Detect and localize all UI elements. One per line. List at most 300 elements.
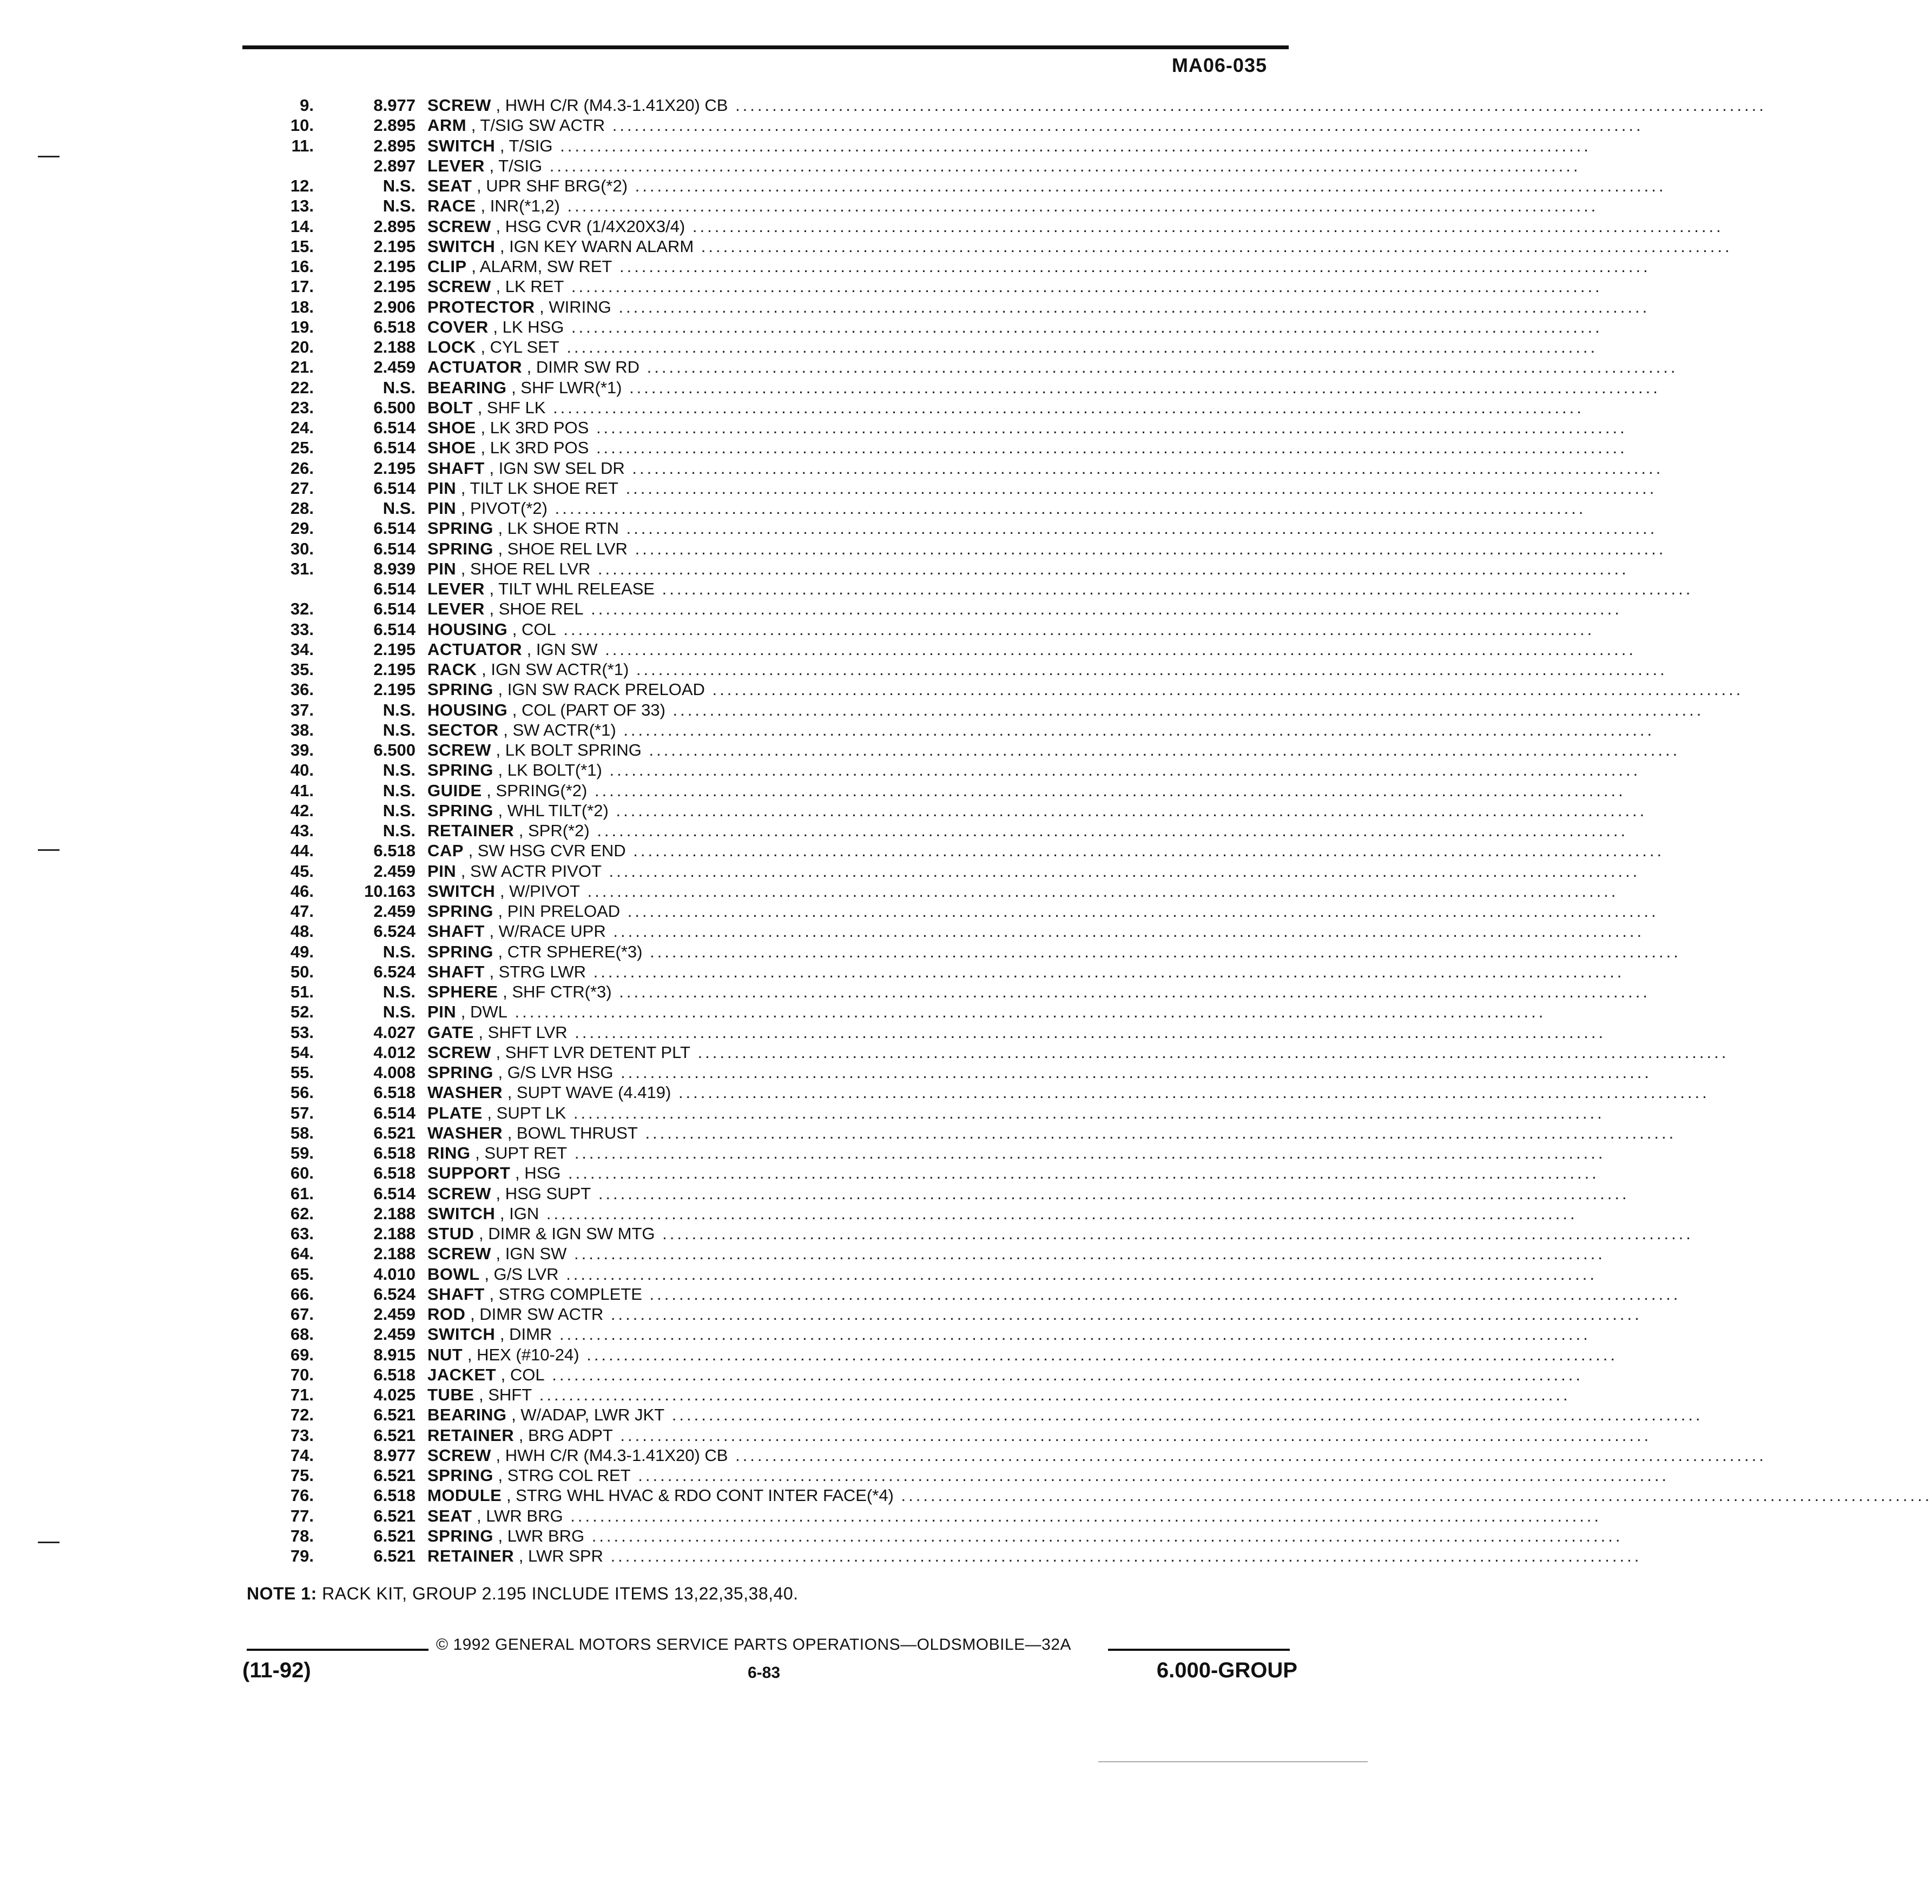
group-number: 2.459 <box>373 861 416 881</box>
part-description: SWITCH , IGN KEY WARN ALARM ............................................................................................................................................ <box>427 236 1732 256</box>
parts-row <box>0 438 1627 458</box>
dot-leader: ............................................................................................................................................ <box>694 236 1732 256</box>
binder-mark <box>38 156 60 157</box>
dot-leader: ............................................................................................................................................ <box>618 519 1658 538</box>
part-name: HOUSING <box>427 619 508 639</box>
parts-row <box>0 720 1655 740</box>
parts-row <box>0 1365 1584 1385</box>
item-number: 27. <box>290 478 314 498</box>
part-description: RETAINER , SPR(*2) ............................................................................................................................................ <box>427 821 1628 840</box>
parts-row <box>0 659 1667 679</box>
item-number: 78. <box>290 1526 314 1545</box>
group-number: 6.518 <box>373 1143 416 1162</box>
part-description: SPRING , CTR SPHERE(*3) ............................................................................................................................................ <box>427 942 1681 961</box>
dot-leader: ............................................................................................................................................ <box>603 1546 1642 1565</box>
group-number: 6.500 <box>373 398 416 417</box>
part-detail: SW ACTR PIVOT <box>470 861 602 881</box>
group-number: 4.008 <box>373 1063 416 1082</box>
parts-row <box>0 297 1650 317</box>
part-name: SEAT <box>427 1506 472 1525</box>
part-detail: HWH C/R (M4.3-1.41X20) CB <box>505 1445 728 1465</box>
item-number: 79. <box>290 1546 314 1565</box>
dot-leader: ............................................................................................................................................ <box>611 982 1651 1001</box>
part-name: PIN <box>427 478 457 498</box>
group-number: 6.518 <box>373 1163 416 1183</box>
parts-row <box>0 1385 1571 1405</box>
parts-row <box>0 1062 1652 1082</box>
part-description: ROD , DIMR SW ACTR ............................................................................................................................................ <box>427 1305 1642 1324</box>
dot-leader: ............................................................................................................................................ <box>664 1405 1703 1425</box>
item-number: 70. <box>290 1365 314 1384</box>
parts-row <box>0 1304 1642 1324</box>
parts-row <box>0 418 1627 438</box>
group-number: 4.025 <box>373 1385 416 1404</box>
part-description: PIN , SHOE REL LVR ............................................................................................................................................ <box>427 559 1629 578</box>
item-number: 56. <box>290 1083 314 1102</box>
part-name: ACTUATOR <box>427 358 523 377</box>
dot-leader: ............................................................................................................................................ <box>612 1425 1652 1445</box>
parts-row <box>0 95 1766 115</box>
dot-leader: ............................................................................................................................................ <box>625 841 1665 861</box>
group-number: 2.195 <box>373 277 416 296</box>
part-detail: PIN PRELOAD <box>507 902 621 921</box>
part-name: PIN <box>427 861 457 881</box>
part-name: LOCK <box>427 338 476 356</box>
part-name: RETAINER <box>427 1546 515 1565</box>
part-description: RACK , IGN SW ACTR(*1) ............................................................................................................................................ <box>427 660 1667 679</box>
part-detail: WHL TILT(*2) <box>507 801 609 820</box>
dot-leader: ............................................................................................................................................ <box>612 257 1651 276</box>
parts-row <box>0 942 1681 962</box>
part-name: SHOE <box>427 418 476 437</box>
item-number: 51. <box>290 982 314 1001</box>
part-description: SPRING , LWR BRG ............................................................................................................................................ <box>427 1526 1623 1545</box>
part-description: RACE , INR(*1,2) ............................................................................................................................................ <box>427 196 1599 216</box>
binder-mark <box>38 849 60 851</box>
item-number: 23. <box>290 398 314 417</box>
group-number: 6.514 <box>373 478 416 498</box>
parts-row <box>0 478 1657 498</box>
part-name: WASHER <box>427 1123 503 1142</box>
part-description: ARM , T/SIG SW ACTR ............................................................................................................................................ <box>427 116 1644 135</box>
dot-leader: ............................................................................................................................................ <box>597 639 1636 659</box>
item-number: 35. <box>290 660 314 679</box>
dot-leader: ............................................................................................................................................ <box>704 680 1744 699</box>
parts-row <box>0 781 1626 801</box>
footer-rule-right <box>1108 1649 1290 1651</box>
item-number: 48. <box>290 922 314 941</box>
part-detail: LK 3RD POS <box>490 418 589 437</box>
parts-row <box>0 679 1744 699</box>
parts-row <box>0 1324 1591 1344</box>
dot-leader: ............................................................................................................................................ <box>629 660 1667 679</box>
part-name: SHAFT <box>427 458 485 478</box>
part-description: PLATE , SUPT LK ............................................................................................................................................ <box>427 1103 1605 1122</box>
part-detail: SHOE REL LVR <box>507 539 628 558</box>
part-detail: TILT LK SHOE RET <box>470 478 618 498</box>
parts-row <box>0 276 1603 296</box>
parts-row <box>0 216 1724 236</box>
dot-leader: ............................................................................................................................................ <box>590 559 1629 578</box>
part-name: NUT <box>427 1345 463 1364</box>
parts-row <box>0 861 1640 881</box>
item-number: 69. <box>290 1345 314 1364</box>
parts-row <box>0 619 1595 639</box>
part-name: SPRING <box>427 1466 493 1485</box>
part-detail: IGN SW <box>505 1244 567 1264</box>
part-detail: SHFT <box>488 1385 532 1404</box>
item-number: 10. <box>290 116 314 135</box>
part-description: PIN , PIVOT(*2) ............................................................................................................................................ <box>427 499 1586 518</box>
group-number: 4.010 <box>373 1264 416 1284</box>
group-number: N.S. <box>383 982 416 1001</box>
dot-leader: ............................................................................................................................................ <box>654 579 1693 598</box>
group-number: N.S. <box>383 499 416 518</box>
part-name: CLIP <box>427 257 467 276</box>
dot-leader: ............................................................................................................................................ <box>613 1063 1652 1082</box>
item-number: 32. <box>290 599 314 619</box>
part-name: SCREW <box>427 1445 491 1465</box>
dot-leader: ............................................................................................................................................ <box>585 962 1625 981</box>
part-description: SPRING , SHOE REL LVR ............................................................................................................................................ <box>427 539 1666 558</box>
parts-row <box>0 1546 1642 1566</box>
part-detail: SHF LK <box>486 398 546 417</box>
parts-row <box>0 1244 1605 1264</box>
group-number: 6.514 <box>373 619 416 639</box>
dot-leader: ............................................................................................................................................ <box>589 418 1627 437</box>
parts-row <box>0 357 1678 377</box>
part-name: WASHER <box>427 1083 503 1102</box>
part-name: ACTUATOR <box>427 639 523 659</box>
part-description: PIN , SW ACTR PIVOT ............................................................................................................................................ <box>427 861 1640 881</box>
part-description: SEAT , UPR SHF BRG(*2) ............................................................................................................................................ <box>427 176 1666 195</box>
parts-row <box>0 700 1704 720</box>
parts-row <box>0 1465 1670 1485</box>
dot-leader: ............................................................................................................................................ <box>564 317 1603 336</box>
part-name: MODULE <box>427 1486 502 1505</box>
part-description: SPHERE , SHF CTR(*3) ............................................................................................................................................ <box>427 982 1651 1001</box>
parts-row <box>0 156 1581 176</box>
parts-row <box>0 760 1641 780</box>
item-number: 62. <box>290 1204 314 1223</box>
dot-leader: ............................................................................................................................................ <box>539 1204 1578 1223</box>
part-name: SWITCH <box>427 881 496 901</box>
item-number: 36. <box>290 680 314 699</box>
part-description: SWITCH , IGN ............................................................................................................................................ <box>427 1204 1578 1223</box>
part-detail: HSG SUPT <box>505 1184 591 1203</box>
dot-leader: ............................................................................................................................................ <box>627 539 1666 558</box>
group-number: N.S. <box>383 781 416 800</box>
group-number: N.S. <box>383 1002 416 1022</box>
part-name: GUIDE <box>427 781 482 800</box>
part-description: STUD , DIMR & IGN SW MTG ............................................................................................................................................ <box>427 1224 1693 1243</box>
group-number: 8.977 <box>373 96 416 115</box>
parts-row <box>0 176 1666 196</box>
group-number: 2.188 <box>373 1244 416 1264</box>
part-name: LEVER <box>427 156 485 175</box>
group-number: 2.195 <box>373 257 416 276</box>
part-name: STUD <box>427 1224 474 1243</box>
dot-leader: ............................................................................................................................................ <box>552 136 1591 155</box>
group-number: 6.521 <box>373 1405 416 1425</box>
part-name: RETAINER <box>427 821 515 840</box>
part-detail: ALARM, SW RET <box>479 257 612 276</box>
note <box>247 1584 799 1604</box>
part-detail: PIVOT(*2) <box>470 499 548 518</box>
group-number: 2.895 <box>373 116 416 135</box>
group-number: 8.915 <box>373 1345 416 1364</box>
part-detail: TILT WHL RELEASE <box>498 579 655 598</box>
dot-leader: ............................................................................................................................................ <box>566 1244 1605 1264</box>
group-number: 2.188 <box>373 1224 416 1243</box>
part-description: RING , SUPT RET ............................................................................................................................................ <box>427 1143 1606 1162</box>
parts-row <box>0 740 1680 760</box>
parts-row <box>0 881 1619 901</box>
group-number: 6.521 <box>373 1506 416 1525</box>
group-number: 6.514 <box>373 539 416 558</box>
part-name: RACE <box>427 196 476 216</box>
item-number: 76. <box>290 1486 314 1505</box>
part-name: SHOE <box>427 438 476 458</box>
part-description: SHAFT , IGN SW SEL DR ............................................................................................................................................ <box>427 458 1664 478</box>
copyright: © 1992 GENERAL MOTORS SERVICE PARTS OPERATIONS—OLDSMOBILE—32A <box>436 1636 1072 1654</box>
part-detail: SHOE REL <box>498 599 584 619</box>
parts-row <box>0 599 1622 619</box>
part-detail: COL (PART OF 33) <box>522 700 665 719</box>
part-detail: W/RACE UPR <box>498 922 606 941</box>
part-description: NUT , HEX (#10-24) ............................................................................................................................................ <box>427 1345 1618 1364</box>
group-number: 2.459 <box>373 1325 416 1344</box>
group-number: N.S. <box>383 761 416 780</box>
part-detail: HSG CVR (1/4X20X3/4) <box>505 216 685 236</box>
parts-row <box>0 458 1664 478</box>
dot-leader: ............................................................................................................................................ <box>620 902 1659 921</box>
parts-row <box>0 982 1651 1002</box>
dot-leader: ............................................................................................................................................ <box>548 499 1586 518</box>
part-description: SCREW , HWH C/R (M4.3-1.41X20) CB ............................................................................................................................................ <box>427 1445 1766 1465</box>
dot-leader: ............................................................................................................................................ <box>544 1365 1584 1384</box>
parts-row <box>0 1123 1677 1143</box>
part-detail: T/SIG <box>498 156 543 175</box>
group-number: 2.459 <box>373 358 416 377</box>
dot-leader: ............................................................................................................................................ <box>622 378 1660 397</box>
part-detail: DWL <box>470 1002 507 1022</box>
parts-row <box>0 1506 1602 1526</box>
group-code: 6.000-GROUP <box>1156 1658 1297 1682</box>
dot-leader: ............................................................................................................................................ <box>579 1345 1618 1364</box>
parts-row <box>0 518 1658 538</box>
item-number: 28. <box>290 499 314 518</box>
parts-row <box>0 1224 1693 1244</box>
page-code: MA06-035 <box>1171 54 1267 76</box>
part-description: GATE , SHFT LVR ............................................................................................................................................ <box>427 1022 1606 1042</box>
group-number: N.S. <box>383 801 416 820</box>
parts-row <box>0 337 1598 357</box>
item-number: 60. <box>290 1163 314 1183</box>
part-description: LEVER , T/SIG ............................................................................................................................................ <box>427 156 1581 175</box>
item-number: 12. <box>290 176 314 195</box>
dot-leader: ............................................................................................................................................ <box>545 398 1584 417</box>
parts-row <box>0 639 1636 659</box>
part-name: SPRING <box>427 539 493 558</box>
part-detail: G/S LVR HSG <box>507 1063 614 1082</box>
dot-leader: ............................................................................................................................................ <box>639 358 1678 377</box>
part-detail: STRG COL RET <box>507 1466 631 1485</box>
part-name: SCREW <box>427 1244 491 1264</box>
part-description: SPRING , WHL TILT(*2) ............................................................................................................................................ <box>427 801 1647 820</box>
part-name: SPRING <box>427 1063 493 1082</box>
part-detail: IGN SW ACTR(*1) <box>491 660 629 679</box>
part-detail: T/SIG SW ACTR <box>480 116 605 135</box>
part-name: BOLT <box>427 398 473 417</box>
part-detail: WIRING <box>549 297 611 316</box>
parts-row <box>0 1103 1605 1123</box>
part-name: SHAFT <box>427 962 485 981</box>
parts-row <box>0 317 1603 337</box>
item-number: 47. <box>290 902 314 921</box>
item-number: 19. <box>290 317 314 336</box>
part-name: SWITCH <box>427 136 496 155</box>
item-number: 66. <box>290 1284 314 1304</box>
dot-leader: ............................................................................................................................................ <box>567 1022 1606 1042</box>
group-number: 8.977 <box>373 1445 416 1465</box>
item-number: 11. <box>291 136 314 155</box>
group-number: N.S. <box>383 176 416 195</box>
parts-row <box>0 1204 1578 1224</box>
parts-row <box>0 1042 1729 1062</box>
group-number: 4.012 <box>373 1042 416 1062</box>
dot-leader: ............................................................................................................................................ <box>685 216 1724 236</box>
part-description: SCREW , LK BOLT SPRING ............................................................................................................................................ <box>427 741 1680 759</box>
group-number: 6.514 <box>373 418 416 437</box>
part-name: SECTOR <box>427 720 499 739</box>
part-name: SCREW <box>427 741 491 759</box>
part-description: BOWL , G/S LVR ............................................................................................................................................ <box>427 1264 1597 1284</box>
dot-leader: ............................................................................................................................................ <box>642 942 1681 961</box>
part-detail: SW ACTR(*1) <box>512 720 616 739</box>
part-description: SPRING , G/S LVR HSG ............................................................................................................................................ <box>427 1063 1652 1082</box>
part-detail: LK BOLT(*1) <box>507 761 602 780</box>
part-name: PLATE <box>427 1103 483 1122</box>
part-detail: DIMR SW RD <box>536 358 640 377</box>
part-description: SPRING , LK SHOE RTN ............................................................................................................................................ <box>427 519 1658 538</box>
part-description: SHOE , LK 3RD POS ............................................................................................................................................ <box>427 418 1627 437</box>
group-number: N.S. <box>383 821 416 840</box>
item-number: 43. <box>290 821 314 840</box>
part-detail: W/ADAP, LWR JKT <box>520 1405 665 1425</box>
part-name: LEVER <box>427 579 485 598</box>
part-description: BOLT , SHF LK ............................................................................................................................................ <box>427 398 1584 417</box>
item-number: 46. <box>290 881 314 901</box>
item-number: 63. <box>290 1224 314 1243</box>
group-number: 6.514 <box>373 438 416 458</box>
parts-row <box>0 821 1628 841</box>
part-detail: HWH C/R (M4.3-1.41X20) CB <box>505 96 728 115</box>
item-number: 64. <box>290 1244 314 1264</box>
item-number: 9. <box>300 96 314 115</box>
parts-row <box>0 962 1625 982</box>
part-name: SPRING <box>427 680 493 699</box>
dot-leader: ............................................................................................................................................ <box>893 1486 1932 1505</box>
part-detail: LK 3RD POS <box>490 438 589 458</box>
part-detail: CTR SPHERE(*3) <box>507 942 643 961</box>
part-detail: STRG COMPLETE <box>498 1284 642 1304</box>
part-description: HOUSING , COL ............................................................................................................................................ <box>427 619 1595 639</box>
item-number: 41. <box>290 781 314 800</box>
group-number: 2.906 <box>373 297 416 316</box>
group-number: 6.514 <box>373 519 416 538</box>
part-detail: G/S LVR <box>493 1264 559 1284</box>
part-name: LEVER <box>427 599 485 619</box>
group-number: N.S. <box>383 700 416 719</box>
item-number: 16. <box>290 257 314 276</box>
item-number: 37. <box>290 700 314 719</box>
part-detail: SHF LWR(*1) <box>520 378 622 397</box>
group-number: 6.518 <box>373 1083 416 1102</box>
part-description: PIN , DWL ............................................................................................................................................ <box>427 1002 1546 1022</box>
parts-row <box>0 1425 1652 1445</box>
item-number: 26. <box>290 458 314 478</box>
part-description: SECTOR , SW ACTR(*1) ............................................................................................................................................ <box>427 720 1655 739</box>
parts-row <box>0 1082 1710 1102</box>
group-number: 8.939 <box>373 559 416 578</box>
item-number: 71. <box>290 1385 314 1404</box>
item-number: 74. <box>290 1445 314 1465</box>
group-number: 2.895 <box>373 136 416 155</box>
part-detail: BOWL THRUST <box>516 1123 638 1142</box>
dot-leader: ............................................................................................................................................ <box>642 1284 1681 1304</box>
part-detail: T/SIG <box>509 136 553 155</box>
dot-leader: ............................................................................................................................................ <box>556 619 1595 639</box>
item-number: 24. <box>290 418 314 437</box>
item-number: 50. <box>290 962 314 981</box>
parts-row <box>0 398 1584 418</box>
part-name: BOWL <box>427 1264 480 1284</box>
part-description: GUIDE , SPRING(*2) ............................................................................................................................................ <box>427 781 1626 800</box>
part-description: COVER , LK HSG ............................................................................................................................................ <box>427 317 1603 336</box>
part-detail: STRG LWR <box>498 962 586 981</box>
part-name: PIN <box>427 1002 457 1022</box>
dot-leader: ............................................................................................................................................ <box>567 1143 1606 1162</box>
part-name: GATE <box>427 1022 474 1042</box>
group-number: N.S. <box>383 720 416 739</box>
part-description: SPRING , STRG COL RET ............................................................................................................................................ <box>427 1466 1670 1485</box>
dot-leader: ............................................................................................................................................ <box>603 1305 1642 1324</box>
group-number: 6.521 <box>373 1466 416 1485</box>
part-name: SWITCH <box>427 1204 496 1223</box>
part-description: TUBE , SHFT ............................................................................................................................................ <box>427 1385 1571 1404</box>
item-number: 54. <box>290 1042 314 1062</box>
item-number: 30. <box>290 539 314 558</box>
item-number: 39. <box>290 741 314 759</box>
part-detail: CYL SET <box>490 338 559 356</box>
part-name: PIN <box>427 559 457 578</box>
part-name: SPRING <box>427 519 493 538</box>
part-detail: HEX (#10-24) <box>477 1345 579 1364</box>
item-number: 38. <box>290 720 314 739</box>
part-description: ACTUATOR , DIMR SW RD ............................................................................................................................................ <box>427 358 1678 377</box>
part-name: PIN <box>427 499 457 518</box>
group-number: 6.524 <box>373 1284 416 1304</box>
part-name: SHAFT <box>427 922 485 941</box>
footer-rule-left <box>247 1649 428 1651</box>
dot-leader: ............................................................................................................................................ <box>559 338 1598 356</box>
item-number: 58. <box>290 1123 314 1142</box>
group-number: 2.897 <box>373 156 416 175</box>
part-description: SCREW , HSG CVR (1/4X20X3/4) ............................................................................................................................................ <box>427 216 1724 236</box>
part-description: HOUSING , COL (PART OF 33) ............................................................................................................................................ <box>427 700 1704 719</box>
item-number: 53. <box>290 1022 314 1042</box>
